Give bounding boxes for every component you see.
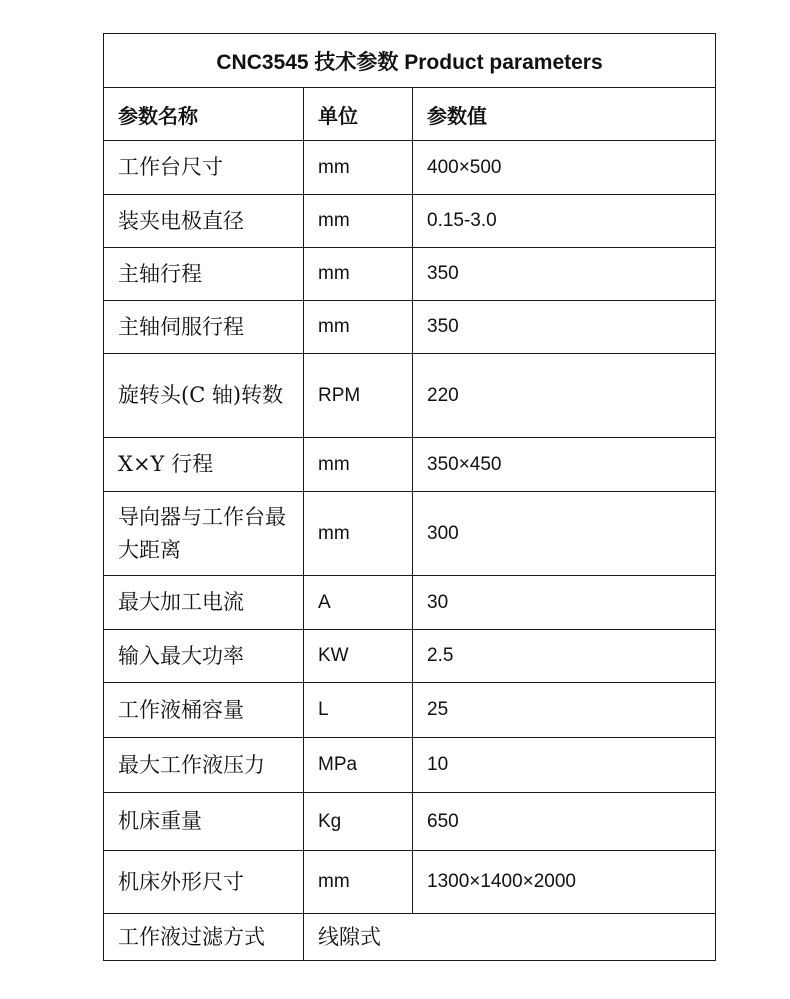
table-row (104, 301, 716, 354)
param-name: 机床外形尺寸 (104, 851, 304, 914)
table-title: CNC3545 技术参数 Product parameters (104, 34, 716, 88)
title-row (104, 34, 716, 88)
table-row-filter (104, 914, 716, 961)
table-row (104, 354, 716, 438)
table-row (104, 851, 716, 914)
param-value: 400×500 (413, 141, 716, 195)
param-name: 输入最大功率 (104, 630, 304, 683)
table-row (104, 576, 716, 630)
header-row (104, 88, 716, 141)
param-name: 主轴行程 (104, 248, 304, 301)
param-unit: KW (304, 630, 413, 683)
param-name: 主轴伺服行程 (104, 301, 304, 354)
table-row (104, 793, 716, 851)
param-name: 工作液桶容量 (104, 683, 304, 738)
param-value: 350 (413, 248, 716, 301)
header-unit: 单位 (304, 88, 413, 141)
param-name: 导向器与工作台最大距离 (104, 492, 304, 576)
param-name: X×Y 行程 (104, 438, 304, 492)
param-unit: A (304, 576, 413, 630)
param-name: 工作液过滤方式 (104, 914, 304, 961)
param-value: 650 (413, 793, 716, 851)
param-unit: mm (304, 492, 413, 576)
header-name: 参数名称 (104, 88, 304, 141)
param-unit: RPM (304, 354, 413, 438)
table-row (104, 195, 716, 248)
param-value: 350 (413, 301, 716, 354)
param-value: 0.15-3.0 (413, 195, 716, 248)
table-row (104, 630, 716, 683)
param-name: 旋转头(C 轴)转数 (104, 354, 304, 438)
param-value: 25 (413, 683, 716, 738)
param-name: 机床重量 (104, 793, 304, 851)
param-unit: mm (304, 301, 413, 354)
table-row (104, 438, 716, 492)
table-row (104, 492, 716, 576)
param-value: 220 (413, 354, 716, 438)
param-value: 350×450 (413, 438, 716, 492)
param-name: 工作台尺寸 (104, 141, 304, 195)
parameters-sheet (103, 33, 715, 961)
param-unit: Kg (304, 793, 413, 851)
param-value: 300 (413, 492, 716, 576)
param-value: 1300×1400×2000 (413, 851, 716, 914)
param-unit: MPa (304, 738, 413, 793)
parameters-table (103, 33, 716, 961)
param-unit: mm (304, 248, 413, 301)
param-name: 装夹电极直径 (104, 195, 304, 248)
param-value: 30 (413, 576, 716, 630)
param-value: 线隙式 (304, 914, 716, 961)
table-row (104, 683, 716, 738)
table-row (104, 738, 716, 793)
param-unit: mm (304, 141, 413, 195)
param-name: 最大加工电流 (104, 576, 304, 630)
param-unit: L (304, 683, 413, 738)
param-value: 10 (413, 738, 716, 793)
table-row (104, 141, 716, 195)
table-row (104, 248, 716, 301)
param-name: 最大工作液压力 (104, 738, 304, 793)
param-unit: mm (304, 438, 413, 492)
header-value: 参数值 (413, 88, 716, 141)
param-unit: mm (304, 195, 413, 248)
param-unit: mm (304, 851, 413, 914)
param-value: 2.5 (413, 630, 716, 683)
